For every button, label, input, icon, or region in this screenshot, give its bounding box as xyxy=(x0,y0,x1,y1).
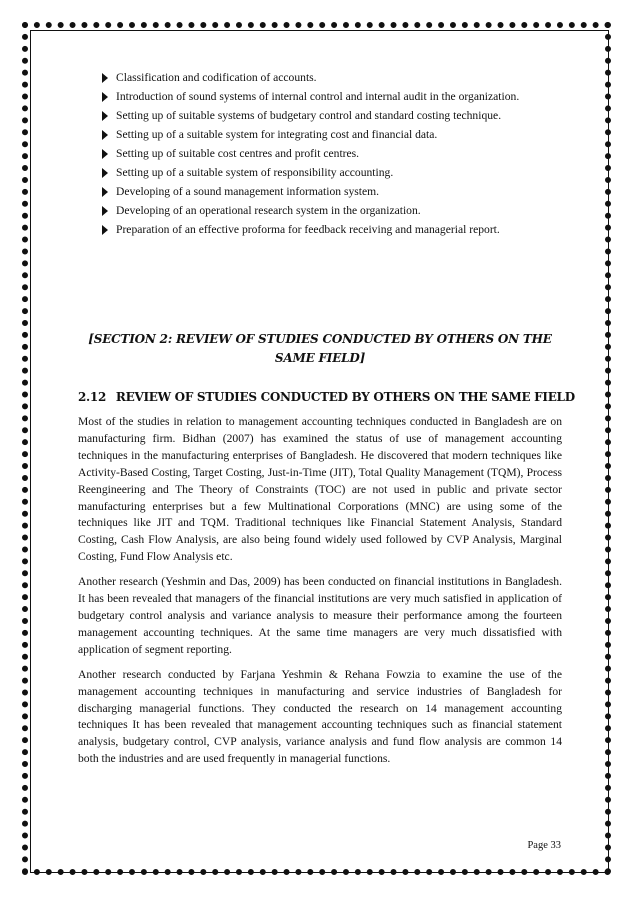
heading-text: REVIEW OF STUDIES CONDUCTED BY OTHERS ON THE SAME FIELD xyxy=(115,390,575,404)
paragraph: Another research conducted by Farjana Yeshmin & Rehana Fowzia to examine the use of the management accounting techniques in manufacturing and service industries of Bangladesh for discharging managerial functions. They conducted the research on 14 management accounting techniques It has been revealed that management accounting techniques such as financial statement analysis, budgetary control, CVP analysis, variance analysis and fund flow analysis are common 14 both the industries and are used frequently in managerial functions. xyxy=(78,667,562,766)
bullet-arrow-icon xyxy=(102,111,108,121)
bullet-arrow-icon xyxy=(102,149,108,159)
bullet-arrow-icon xyxy=(102,130,108,140)
bullet-item: Setting up of a suitable system for integrating cost and financial data. xyxy=(100,127,562,143)
bullet-item: Setting up of suitable cost centres and profit centres. xyxy=(100,146,562,162)
bullet-item: Developing of a sound management information system. xyxy=(100,184,562,200)
bullet-item: Setting up of suitable systems of budgetary control and standard costing technique. xyxy=(100,108,562,124)
paragraph: Another research (Yeshmin and Das, 2009) has been conducted on financial institutions in Bangladesh. It has been revealed that managers of the financial institutions are very much satisfied in application of budgetary control analysis and variance analysis to measure their performance among the fourteen management accounting techniques. At the same time managers are very much dissatisfied with application of segment reporting. xyxy=(78,575,562,656)
bullet-item: Introduction of sound systems of internal control and internal audit in the organization. xyxy=(100,89,562,105)
bullet-arrow-icon xyxy=(102,168,108,178)
section-heading xyxy=(78,390,578,404)
bullet-arrow-icon xyxy=(102,73,108,83)
bullet-item: Developing of an operational research system in the organization. xyxy=(100,203,562,219)
section-title: [SECTION 2: REVIEW OF STUDIES CONDUCTED BY OTHERS ON THE SAME FIELD] xyxy=(88,332,552,365)
bullet-arrow-icon xyxy=(102,225,108,235)
bullet-item: Preparation of an effective proforma for feedback receiving and managerial report. xyxy=(100,222,562,238)
heading-number: 2.12 xyxy=(78,390,107,404)
page-number: Page 33 xyxy=(527,840,561,851)
bullet-arrow-icon xyxy=(102,187,108,197)
bullet-arrow-icon xyxy=(102,92,108,102)
paragraph: Most of the studies in relation to management accounting techniques conducted in Bangladesh are on manufacturing firm. Bidhan (2007) has examined the status of use of management accounting techniques in the manufacturing enterprises of Bangladesh. He discovered that modern techniques like Activity-Based Costing, Target Costing, Just-in-Time (JIT), Total Quality Management (TQM), Process Reengineering and The Theory of Constraints (TOC) are not used in public and private sector manufacturing enterprises but a few Multinational Corporations (MNC) are using some of the techniques like JIT and TQM. Traditional techniques like Financial Statement Analysis, Standard Costing, Cash Flow Analysis, are also being found widely used followed by CVP Analysis, Marginal Costing, Fund Flow Analysis etc. xyxy=(78,415,562,564)
objectives-bullet-list xyxy=(100,70,562,241)
bullet-item: Classification and codification of accounts. xyxy=(100,70,562,86)
bullet-arrow-icon xyxy=(102,206,108,216)
bullet-item: Setting up of a suitable system of responsibility accounting. xyxy=(100,165,562,181)
body-text xyxy=(78,414,562,776)
